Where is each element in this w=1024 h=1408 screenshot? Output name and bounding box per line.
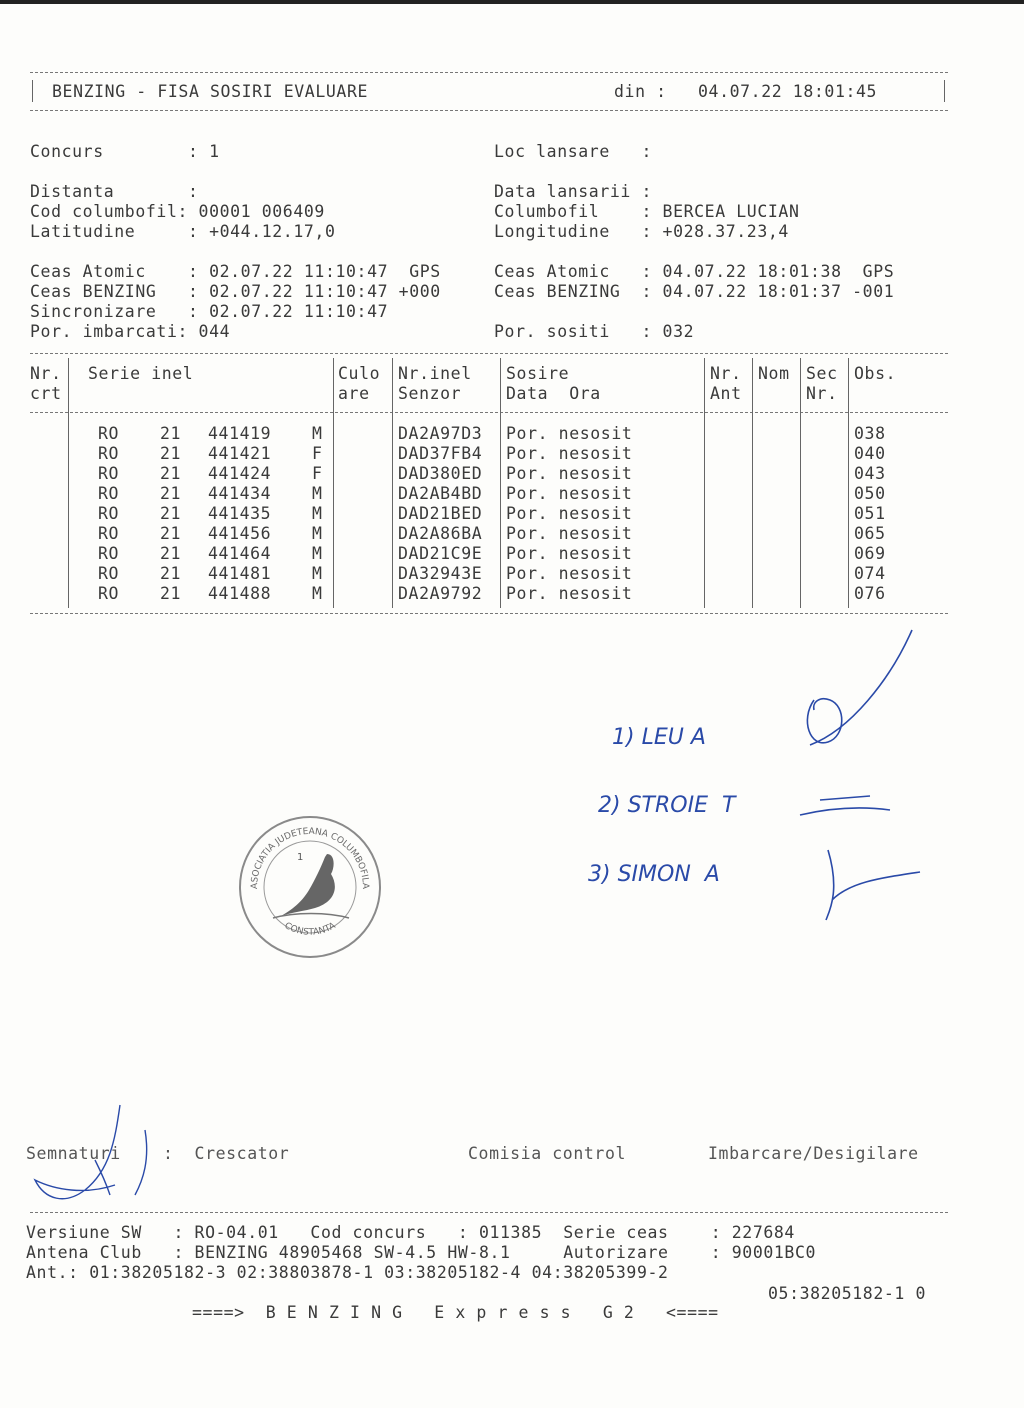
- crescator-signature: [25, 1100, 175, 1230]
- cell-sex: F: [312, 444, 323, 463]
- cell-obs: 074: [854, 564, 886, 583]
- info-sincronizare: Sincronizare : 02.07.22 11:10:47: [30, 302, 389, 321]
- cell-sex: M: [312, 524, 323, 543]
- pen-slash: [810, 630, 912, 745]
- cell-obs: 040: [854, 444, 886, 463]
- info-concurs: Concurs : 1: [30, 142, 220, 161]
- cell-obs: 065: [854, 524, 886, 543]
- cell-an: 21: [160, 484, 182, 503]
- cell-tara: RO: [98, 524, 120, 543]
- stamp-pigeon-icon: [281, 854, 335, 916]
- th-obs: Obs.: [854, 364, 897, 383]
- cell-senzor: DA2A9792: [398, 584, 483, 603]
- cell-sosire: Por. nesosit: [506, 524, 633, 543]
- cell-sex: M: [312, 544, 323, 563]
- club-stamp: [235, 812, 385, 962]
- cell-an: 21: [160, 584, 182, 603]
- stamp-text-bottom: CONSTANTA: [282, 921, 338, 938]
- cell-senzor: DA2A86BA: [398, 524, 483, 543]
- th-nom: Nom: [758, 364, 790, 383]
- header-top-rule: [30, 72, 948, 73]
- col-sep-8: [848, 358, 849, 608]
- signatures-imbarcare: Imbarcare/Desigilare: [708, 1144, 919, 1163]
- cell-inel: 441421: [208, 444, 272, 463]
- cell-an: 21: [160, 444, 182, 463]
- cell-senzor: DAD380ED: [398, 464, 483, 483]
- pen-zero: [807, 699, 841, 743]
- cell-sosire: Por. nesosit: [506, 424, 633, 443]
- cell-tara: RO: [98, 484, 120, 503]
- cell-obs: 069: [854, 544, 886, 563]
- th-culoare-1: Culo: [338, 364, 381, 383]
- th-sec-2: Nr.: [806, 384, 838, 403]
- info-loc-lansare: Loc lansare :: [494, 142, 653, 161]
- info-longitudine: Longitudine : +028.37.23,4: [494, 222, 789, 241]
- stamp-number: 1: [297, 852, 304, 863]
- cell-an: 21: [160, 504, 182, 523]
- th-sosire-2: Data Ora: [506, 384, 601, 403]
- th-sec-1: Sec: [806, 364, 838, 383]
- col-sep-2: [333, 358, 334, 608]
- th-sosire-1: Sosire: [506, 364, 570, 383]
- cell-inel: 441435: [208, 504, 272, 523]
- pen-dash: [800, 796, 890, 815]
- cell-sosire: Por. nesosit: [506, 544, 633, 563]
- cell-inel: 441456: [208, 524, 272, 543]
- info-ceas-atomic-right: Ceas Atomic : 04.07.22 18:01:38 GPS: [494, 262, 895, 281]
- header-title: BENZING - FISA SOSIRI EVALUARE: [52, 82, 369, 101]
- cell-sex: M: [312, 424, 323, 443]
- info-por-sositi: Por. sositi : 032: [494, 322, 695, 341]
- header-left-bar: [32, 80, 33, 102]
- info-data-lansarii: Data lansarii :: [494, 182, 653, 201]
- cell-tara: RO: [98, 464, 120, 483]
- cell-senzor: DA2AB4BD: [398, 484, 483, 503]
- cell-senzor: DA32943E: [398, 564, 483, 583]
- pen-signature: [826, 850, 920, 920]
- cell-sosire: Por. nesosit: [506, 464, 633, 483]
- th-nr-crt-2: crt: [30, 384, 62, 403]
- cell-sex: M: [312, 504, 323, 523]
- cell-an: 21: [160, 524, 182, 543]
- footer-top-rule: [30, 1212, 948, 1213]
- col-sep-5: [704, 358, 705, 608]
- info-distanta: Distanta :: [30, 182, 199, 201]
- handwritten-marks: [780, 620, 950, 960]
- header-datetime: 04.07.22 18:01:45: [698, 82, 878, 101]
- cell-sosire: Por. nesosit: [506, 504, 633, 523]
- cell-inel: 441419: [208, 424, 272, 443]
- cell-sosire: Por. nesosit: [506, 444, 633, 463]
- cell-senzor: DAD21C9E: [398, 544, 483, 563]
- cell-senzor: DAD37FB4: [398, 444, 483, 463]
- cell-sex: M: [312, 564, 323, 583]
- cell-tara: RO: [98, 544, 120, 563]
- th-nr-ant-2: Ant: [710, 384, 742, 403]
- header-din-label: din :: [614, 82, 667, 101]
- handwritten-line-3: 3) SIMON A: [588, 862, 720, 887]
- cell-tara: RO: [98, 444, 120, 463]
- col-sep-1: [68, 358, 69, 608]
- th-culoare-2: are: [338, 384, 370, 403]
- footer-line-4: 05:38205182-1 0: [768, 1284, 927, 1303]
- cell-obs: 051: [854, 504, 886, 523]
- stamp-inner-ring: [264, 841, 356, 933]
- cell-inel: 441481: [208, 564, 272, 583]
- cell-obs: 043: [854, 464, 886, 483]
- cell-tara: RO: [98, 564, 120, 583]
- cell-an: 21: [160, 544, 182, 563]
- th-nr-crt-1: Nr.: [30, 364, 62, 383]
- info-columbofil: Columbofil : BERCEA LUCIAN: [494, 202, 800, 221]
- col-sep-6: [752, 358, 753, 608]
- th-nr-inel-1: Nr.inel: [398, 364, 472, 383]
- cell-sosire: Por. nesosit: [506, 584, 633, 603]
- cell-obs: 050: [854, 484, 886, 503]
- cell-tara: RO: [98, 424, 120, 443]
- footer-brand: ====> B E N Z I N G E x p r e s s G 2 <====: [192, 1303, 719, 1322]
- cell-an: 21: [160, 464, 182, 483]
- page-top-edge: [0, 0, 1024, 4]
- cell-inel: 441424: [208, 464, 272, 483]
- cell-an: 21: [160, 564, 182, 583]
- cell-sex: M: [312, 484, 323, 503]
- cell-inel: 441464: [208, 544, 272, 563]
- cell-an: 21: [160, 424, 182, 443]
- cell-sosire: Por. nesosit: [506, 484, 633, 503]
- col-sep-3: [392, 358, 393, 608]
- th-nr-ant-1: Nr.: [710, 364, 742, 383]
- cell-obs: 038: [854, 424, 886, 443]
- th-serie-inel: Serie inel: [88, 364, 194, 383]
- footer-line-3: Ant.: 01:38205182-3 02:38803878-1 03:38205182-4 04:38205399-2: [26, 1263, 669, 1282]
- info-latitudine: Latitudine : +044.12.17,0: [30, 222, 336, 241]
- cell-sex: F: [312, 464, 323, 483]
- info-ceas-benzing-right: Ceas BENZING : 04.07.22 18:01:37 -001: [494, 282, 895, 301]
- table-header-rule: [30, 412, 948, 413]
- cell-inel: 441434: [208, 484, 272, 503]
- header-right-bar: [944, 80, 945, 102]
- cell-tara: RO: [98, 504, 120, 523]
- signatures-label: Semnaturi : Crescator: [26, 1144, 290, 1163]
- table-top-rule: [30, 353, 948, 354]
- info-por-imbarcati: Por. imbarcati: 044: [30, 322, 231, 341]
- stamp-text-top: ASOCIATIA JUDETEANA COLUMBOFILA: [249, 826, 371, 890]
- col-sep-4: [500, 358, 501, 608]
- th-nr-inel-2: Senzor: [398, 384, 462, 403]
- cell-obs: 076: [854, 584, 886, 603]
- info-cod-columbofil: Cod columbofil: 00001 006409: [30, 202, 325, 221]
- header-bottom-rule: [30, 110, 948, 111]
- footer-line-2: Antena Club : BENZING 48905468 SW-4.5 HW-8.1 Autorizare : 90001BC0: [26, 1243, 817, 1262]
- cell-sex: M: [312, 584, 323, 603]
- info-ceas-benzing-left: Ceas BENZING : 02.07.22 11:10:47 +000: [30, 282, 441, 301]
- cell-tara: RO: [98, 584, 120, 603]
- cell-sosire: Por. nesosit: [506, 564, 633, 583]
- signatures-comisia: Comisia control: [468, 1144, 627, 1163]
- handwritten-line-1: 1) LEU A: [612, 725, 706, 750]
- info-ceas-atomic-left: Ceas Atomic : 02.07.22 11:10:47 GPS: [30, 262, 441, 281]
- col-sep-7: [800, 358, 801, 608]
- table-bottom-rule: [30, 613, 948, 614]
- footer-line-1: Versiune SW : RO-04.01 Cod concurs : 011385 Serie ceas : 227684: [26, 1223, 795, 1242]
- handwritten-line-2: 2) STROIE T: [598, 793, 736, 818]
- cell-senzor: DAD21BED: [398, 504, 483, 523]
- cell-senzor: DA2A97D3: [398, 424, 483, 443]
- cell-inel: 441488: [208, 584, 272, 603]
